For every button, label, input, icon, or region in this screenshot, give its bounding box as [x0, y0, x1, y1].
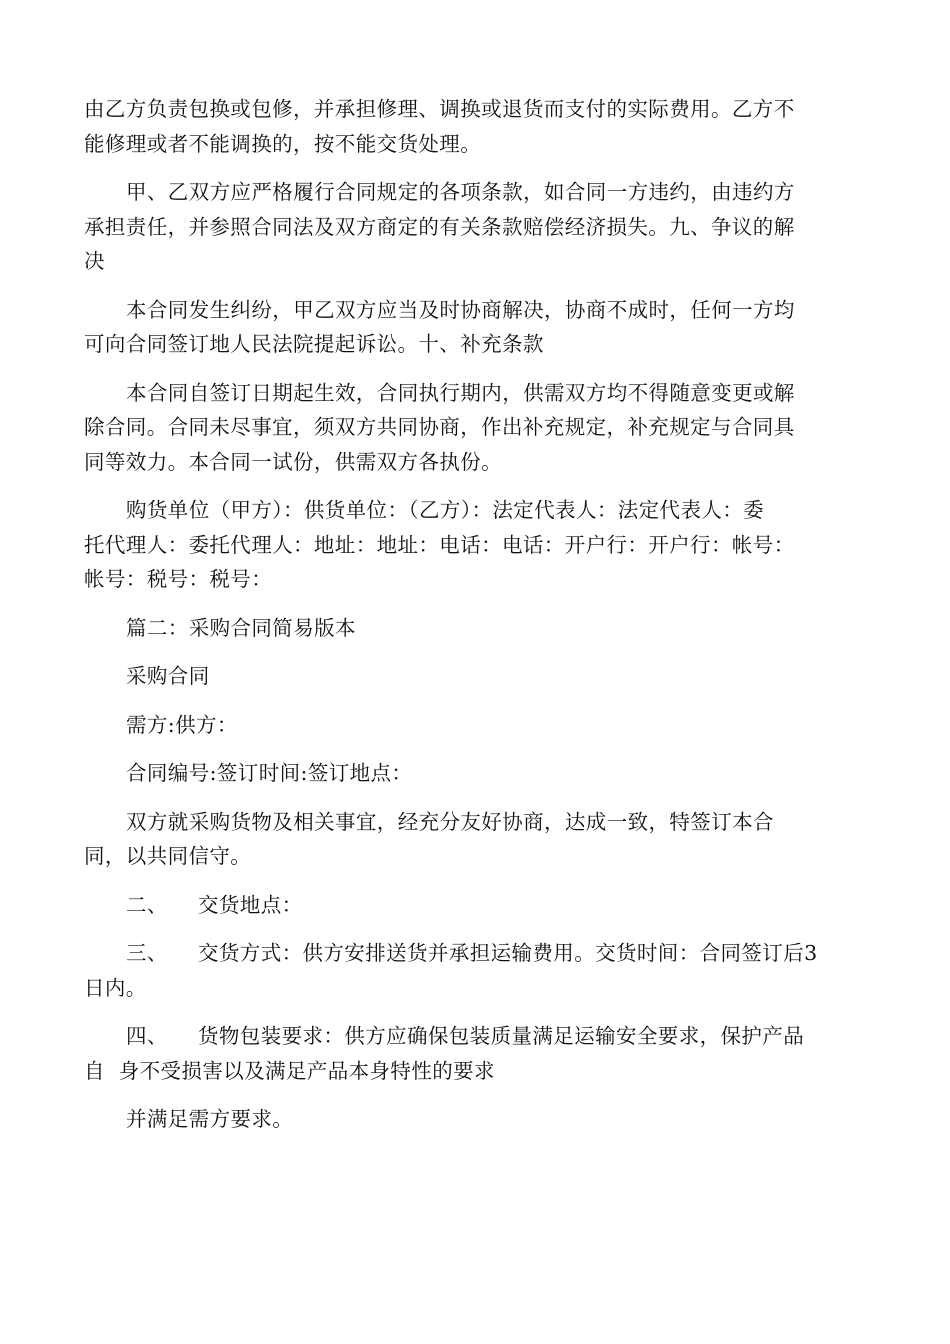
clause-line [84, 936, 866, 971]
text-line: 可向合同签订地人民法院提起诉讼。十、补充条款 [84, 332, 544, 356]
paragraph-dispute [84, 293, 866, 362]
text-line: 合同编号:签订时间:签订地点： [126, 761, 413, 785]
contract-meta-line [84, 756, 866, 791]
clause-text: 货物包装要求：供方应确保包装质量满足运输安全要求，保护产品 [198, 1024, 805, 1048]
closing-line [84, 1102, 866, 1137]
paragraph-breach [84, 175, 866, 279]
text-line: 能修理或者不能调换的，按不能交货处理。 [84, 131, 482, 156]
clause-delivery-method [84, 936, 866, 1005]
text-line: 由乙方负责包换或包修，并承担修理、调换或退货而支付的实际费用。乙方不 [84, 97, 795, 121]
clause-number: 三、 [126, 941, 168, 965]
clause-line [84, 1019, 866, 1054]
text-line: 需方:供方： [126, 712, 238, 737]
text-line: 帐号：税号：税号： [84, 567, 273, 591]
text-line: 篇二：采购合同简易版本 [126, 615, 356, 640]
clause-number: 二、 [126, 892, 168, 917]
clause-text: 交货地点： [198, 892, 303, 917]
clause-text: 日内。 [84, 975, 147, 1000]
text-line: 除合同。合同未尽事宜，须双方共同协商，作出补充规定，补充规定与合同具 [84, 415, 795, 439]
text-line: 采购合同 [126, 664, 210, 688]
text-line: 同，以共同信守。 [84, 844, 252, 868]
text-line: 并满足需方要求。 [126, 1107, 294, 1131]
paragraph-agreement [84, 805, 866, 874]
clause-packaging [84, 1019, 866, 1088]
text-line: 甲、乙双方应严格履行合同规定的各项条款，如合同一方违约，由违约方 [126, 180, 795, 204]
document-page [84, 92, 866, 1151]
clause-number: 四、 [126, 1024, 168, 1048]
text-line: 托代理人：委托代理人：地址：地址：电话：电话：开户行：开户行：帐号： [84, 532, 795, 557]
text-line: 决 [84, 249, 105, 273]
section-heading [84, 611, 866, 646]
text-line: 同等效力。本合同一试份，供需双方各执份。 [84, 449, 502, 474]
text-line: 本合同自签订日期起生效，合同执行期内，供需双方均不得随意变更或解 [126, 380, 795, 405]
text-line: 购货单位（甲方）：供货单位：（乙方）：法定代表人：法定代表人：委 [126, 498, 765, 522]
parties-line [84, 708, 866, 743]
paragraph-signatories [84, 493, 866, 597]
paragraph-effective [84, 376, 866, 480]
clause-delivery-location [84, 888, 866, 923]
text-line: 本合同发生纠纷，甲乙双方应当及时协商解决，协商不成时，任何一方均 [126, 297, 795, 322]
clause-line [84, 888, 866, 923]
text-line: 承担责任，并参照合同法及双方商定的有关条款赔偿经济损失。九、争议的解 [84, 214, 795, 239]
clause-text: 自 身不受损害以及满足产品本身特性的要求 [84, 1058, 495, 1083]
text-line: 双方就采购货物及相关事宜，经充分友好协商，达成一致，特签订本合 [126, 809, 774, 834]
paragraph-warranty [84, 92, 866, 161]
clause-text: 交货方式：供方安排送货并承担运输费用。交货时间：合同签订后3 [198, 941, 818, 965]
contract-title [84, 659, 866, 694]
